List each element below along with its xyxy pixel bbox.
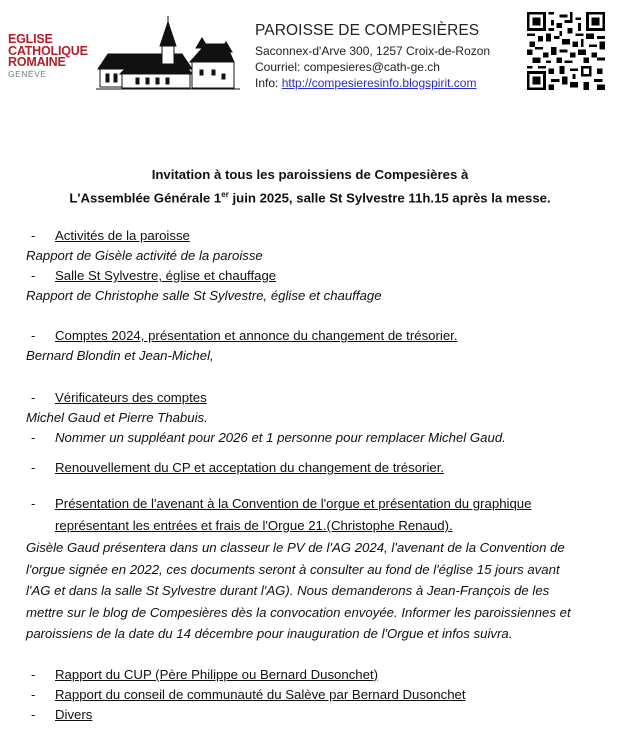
logo-line-2: CATHOLIQUE (8, 43, 88, 58)
list-dash: - (31, 496, 36, 511)
agenda-note: Rapport de Christophe salle St Sylvestre, église et chauffage (26, 288, 382, 303)
parish-address: Saconnex-d'Arve 300, 1257 Croix-de-Rozon (255, 44, 491, 58)
title-line-1: Invitation à tous les paroissiens de Compesières à (151, 167, 469, 182)
agenda-note: Michel Gaud et Pierre Thabuis. (26, 410, 208, 425)
logo-line-4: GENÈVE (8, 68, 47, 79)
parish-name: PAROISSE DE COMPESIÈRES (255, 22, 480, 39)
logo-line-3: ROMAINE (8, 55, 66, 69)
agenda-item-label: Nommer un suppléant pour 2026 et 1 personne pour remplacer Michel Gaud. (55, 430, 506, 445)
info-label: Info: (255, 76, 279, 90)
list-dash: - (31, 666, 36, 682)
parish-contact-block (255, 22, 490, 91)
parish-info-line (255, 75, 490, 91)
list-dash: - (31, 430, 36, 445)
agenda-item-label: Rapport du conseil de communauté du Salève par Bernard Dusonchet (55, 686, 466, 702)
invitation-title (0, 165, 620, 208)
agenda-item-cp-renewal (31, 458, 601, 478)
list-dash: - (31, 460, 36, 475)
agenda-item-label: Présentation de l'avenant à la Convention de l'orgue et présentation du graphique représentant les entrées et frais de l'Orgue 21.(Christophe Renaud). (55, 496, 532, 533)
agenda-item-saleve-council (31, 685, 601, 705)
logo-line-1: EGLISE (8, 32, 53, 46)
agenda-item-label: Activités de la paroisse (55, 228, 190, 243)
agenda (26, 226, 601, 725)
list-dash: - (31, 228, 36, 243)
agenda-item-label: Salle St Sylvestre, église et chauffage (55, 268, 277, 283)
agenda-note: Gisèle Gaud présentera dans un classeur le PV de l'AG 2024, l'avenant de la Convention de l'orgue signée en 2022, ces documents seront à consulter au fond de l'église 15 jours avant l'AG et dans la salle St Sylvestre durant l'AG). Nous demanderons à Jean-François de les mettre sur le blog de Compesières dès la convocation envoyée. Informer les paroissiennes et paroissiens de la date du 14 décembre pour inauguration de l'Orgue et infos suivra. (26, 540, 571, 641)
parish-email-line (255, 59, 490, 75)
agenda-item-activities (31, 226, 601, 246)
list-dash: - (31, 390, 36, 405)
diocese-logo-text (8, 34, 98, 79)
qr-code-icon (527, 12, 605, 90)
list-dash: - (31, 328, 36, 343)
email-label: Courriel: (255, 60, 301, 74)
list-dash: - (31, 268, 36, 283)
email-address[interactable]: compesieres@cath-ge.ch (303, 60, 440, 74)
title-line-2 (0, 185, 620, 208)
agenda-note: Rapport de Gisèle activité de la paroisse (26, 248, 263, 263)
agenda-item-label: Rapport du CUP (Père Philippe ou Bernard Dusonchet) (55, 666, 379, 682)
agenda-item-organ-convention (31, 493, 601, 537)
list-dash: - (31, 706, 36, 722)
agenda-item-label: Renouvellement du CP et acceptation du changement de trésorier. (55, 460, 445, 475)
church-illustration-icon (96, 14, 240, 94)
list-dash: - (31, 686, 36, 702)
agenda-item-accounts (31, 326, 601, 346)
title-ordinal: er (221, 190, 229, 199)
agenda-note: Bernard Blondin et Jean-Michel, (26, 348, 214, 363)
agenda-item-substitute (31, 428, 601, 448)
agenda-item-label: Comptes 2024, présentation et annonce du changement de trésorier. (55, 328, 458, 343)
agenda-item-misc (31, 705, 601, 725)
agenda-item-hall-church-heating (31, 266, 601, 286)
agenda-item-auditors (31, 388, 601, 408)
agenda-item-label: Divers (55, 706, 93, 722)
title-line-2-start: L'Assemblée Générale 1 (69, 190, 222, 206)
blog-link[interactable]: http://compesieresinfo.blogspirit.com (281, 76, 477, 90)
agenda-item-label: Vérificateurs des comptes (55, 390, 207, 405)
title-line-2-end: juin 2025, salle St Sylvestre 11h.15 après la messe. (228, 190, 551, 206)
agenda-item-cup-report (31, 665, 601, 685)
